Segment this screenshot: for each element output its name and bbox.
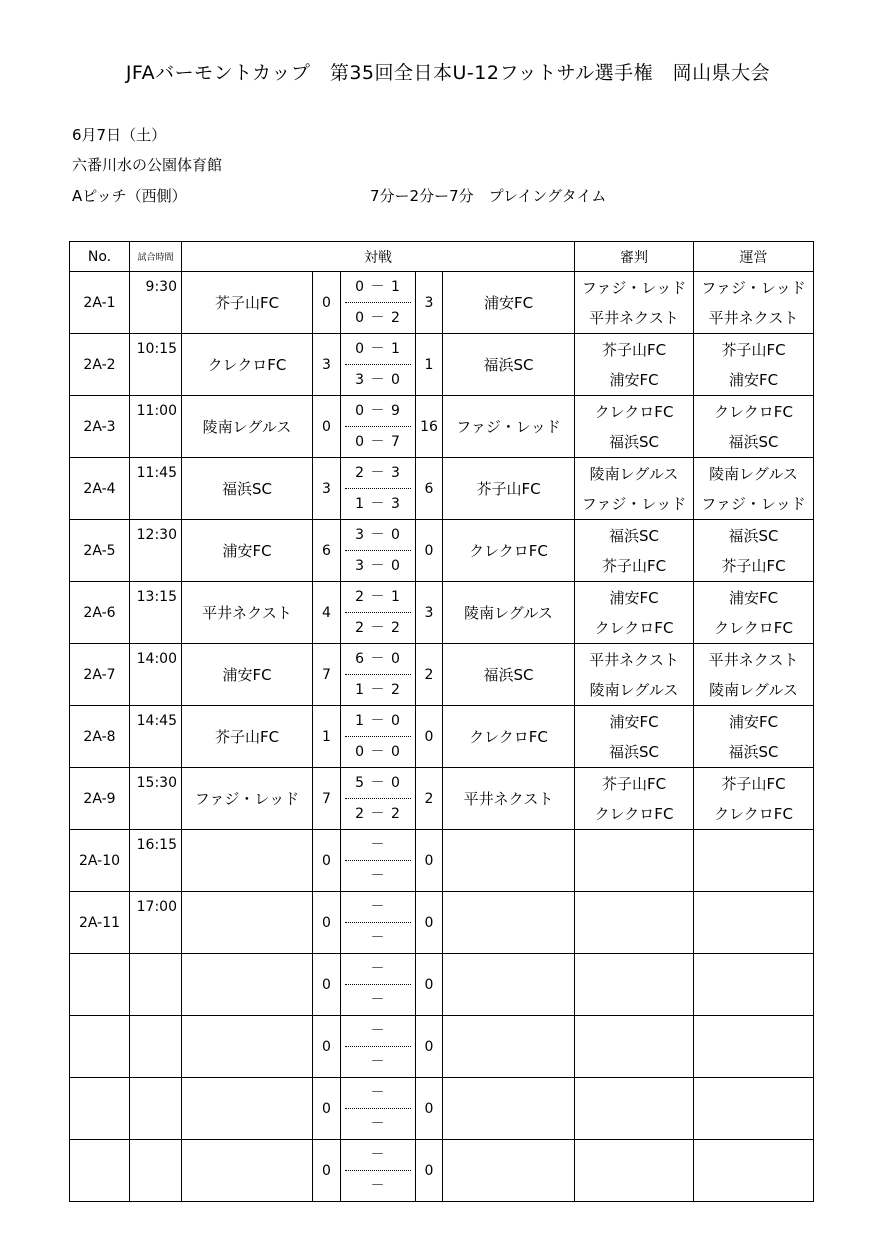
- away-team: 福浜SC: [443, 334, 575, 396]
- match-row: [70, 1016, 814, 1078]
- away-goals: 6: [416, 458, 443, 520]
- referee-cell: [575, 582, 694, 644]
- away-team: 福浜SC: [443, 644, 575, 706]
- playing-time-rule: 7分ー2分ー7分 プレイングタイム: [370, 187, 607, 205]
- match-number: 2A-5: [70, 520, 130, 582]
- first-half-score: －: [345, 1078, 411, 1109]
- away-team: 平井ネクスト: [443, 768, 575, 830]
- half-scores: [341, 582, 416, 644]
- match-row: [70, 706, 814, 768]
- first-half-score: 2 － 3: [345, 458, 411, 489]
- operation-team-1: 芥子山FC: [721, 774, 786, 793]
- operation-cell: [694, 520, 814, 582]
- home-goals: 1: [313, 706, 341, 768]
- referee-team-1: 浦安FC: [609, 712, 659, 731]
- first-half-score: 6 － 0: [345, 644, 411, 675]
- match-number: 2A-7: [70, 644, 130, 706]
- header-referee: 審判: [575, 242, 694, 272]
- first-half-score: 3 － 0: [345, 520, 411, 551]
- second-half-score: 0 － 2: [355, 310, 401, 326]
- match-row: [70, 334, 814, 396]
- half-scores: [341, 396, 416, 458]
- referee-cell: [575, 954, 694, 1016]
- match-number: 2A-11: [70, 892, 130, 954]
- operation-cell: [694, 1140, 814, 1202]
- operation-team-2: 平井ネクスト: [708, 308, 799, 327]
- first-half-score: －: [345, 1016, 411, 1047]
- operation-cell: [694, 1016, 814, 1078]
- half-scores: [341, 768, 416, 830]
- away-goals: 0: [416, 520, 443, 582]
- away-team: [443, 1078, 575, 1140]
- operation-cell: [694, 892, 814, 954]
- referee-team-1: [575, 831, 693, 861]
- referee-team-1: [575, 1017, 693, 1047]
- match-row: [70, 830, 814, 892]
- match-time: [130, 1016, 182, 1078]
- half-scores: [341, 1140, 416, 1202]
- away-team: クレクロFC: [443, 706, 575, 768]
- match-number: [70, 1140, 130, 1202]
- half-scores: [341, 706, 416, 768]
- home-goals: 7: [313, 768, 341, 830]
- match-number: 2A-6: [70, 582, 130, 644]
- home-team: 浦安FC: [182, 520, 313, 582]
- operation-team-1: 浦安FC: [728, 712, 779, 731]
- operation-team-2: [694, 985, 813, 1015]
- referee-team-1: [575, 1141, 693, 1171]
- operation-team-2: 陵南レグルス: [709, 680, 798, 699]
- operation-team-2: クレクロFC: [714, 804, 793, 823]
- operation-cell: [694, 396, 814, 458]
- referee-team-2: クレクロFC: [594, 618, 674, 637]
- half-scores: [341, 458, 416, 520]
- header-no: No.: [70, 242, 130, 272]
- operation-team-2: [694, 1047, 813, 1077]
- home-team: [182, 892, 313, 954]
- match-number: 2A-2: [70, 334, 130, 396]
- referee-cell: [575, 768, 694, 830]
- home-team: [182, 1016, 313, 1078]
- schedule-body: [70, 272, 814, 1202]
- event-venue: 六番川水の公園体育館: [72, 156, 223, 174]
- match-number: [70, 1016, 130, 1078]
- second-half-score: －: [370, 1116, 386, 1132]
- match-row: [70, 272, 814, 334]
- first-half-score: －: [345, 830, 411, 861]
- match-row: [70, 892, 814, 954]
- first-half-score: 5 － 0: [345, 768, 411, 799]
- referee-team-1: クレクロFC: [594, 402, 674, 421]
- referee-cell: [575, 644, 694, 706]
- home-goals: 0: [313, 954, 341, 1016]
- match-row: [70, 768, 814, 830]
- second-half-score: 1 － 2: [355, 682, 401, 698]
- operation-team-2: [694, 861, 813, 891]
- away-team: 陵南レグルス: [443, 582, 575, 644]
- operation-team-2: クレクロFC: [714, 618, 793, 637]
- home-goals: 0: [313, 1016, 341, 1078]
- home-goals: 3: [313, 458, 341, 520]
- referee-team-1: 陵南レグルス: [589, 464, 679, 483]
- referee-team-2: 福浜SC: [609, 432, 660, 451]
- referee-cell: [575, 458, 694, 520]
- match-number: 2A-1: [70, 272, 130, 334]
- half-scores: [341, 272, 416, 334]
- operation-cell: [694, 334, 814, 396]
- home-goals: 6: [313, 520, 341, 582]
- operation-team-2: 芥子山FC: [721, 556, 786, 575]
- away-team: 浦安FC: [443, 272, 575, 334]
- home-goals: 0: [313, 892, 341, 954]
- home-goals: 0: [313, 830, 341, 892]
- operation-team-2: [694, 923, 813, 953]
- match-number: 2A-4: [70, 458, 130, 520]
- match-time: 13:15: [130, 582, 182, 644]
- away-goals: 0: [416, 1078, 443, 1140]
- operation-team-1: ファジ・レッド: [701, 278, 806, 297]
- operation-team-1: 福浜SC: [728, 526, 779, 545]
- referee-cell: [575, 520, 694, 582]
- match-row: [70, 1140, 814, 1202]
- away-goals: 0: [416, 1016, 443, 1078]
- match-time: 16:15: [130, 830, 182, 892]
- home-team: 平井ネクスト: [182, 582, 313, 644]
- operation-team-1: [694, 955, 813, 985]
- operation-team-1: 陵南レグルス: [709, 464, 798, 483]
- operation-team-2: 福浜SC: [728, 432, 779, 451]
- referee-cell: [575, 272, 694, 334]
- home-goals: 0: [313, 396, 341, 458]
- home-team: [182, 954, 313, 1016]
- match-time: 9:30: [130, 272, 182, 334]
- second-half-score: 0 － 7: [355, 434, 401, 450]
- referee-cell: [575, 1016, 694, 1078]
- operation-team-2: 浦安FC: [728, 370, 779, 389]
- away-goals: 0: [416, 954, 443, 1016]
- operation-team-1: 芥子山FC: [721, 340, 786, 359]
- operation-cell: [694, 706, 814, 768]
- first-half-score: 1 － 0: [345, 706, 411, 737]
- away-team: ファジ・レッド: [443, 396, 575, 458]
- second-half-score: －: [370, 868, 386, 884]
- match-row: [70, 396, 814, 458]
- match-time: 11:45: [130, 458, 182, 520]
- half-scores: [341, 1078, 416, 1140]
- away-team: 芥子山FC: [443, 458, 575, 520]
- home-team: [182, 1140, 313, 1202]
- first-half-score: －: [345, 892, 411, 923]
- operation-cell: [694, 582, 814, 644]
- away-goals: 16: [416, 396, 443, 458]
- referee-cell: [575, 396, 694, 458]
- referee-team-1: 芥子山FC: [601, 340, 667, 359]
- match-row: [70, 1078, 814, 1140]
- home-team: 浦安FC: [182, 644, 313, 706]
- match-time: [130, 1140, 182, 1202]
- operation-team-2: ファジ・レッド: [701, 494, 806, 513]
- second-half-score: －: [370, 992, 386, 1008]
- operation-team-2: [694, 1171, 813, 1201]
- match-time: [130, 954, 182, 1016]
- event-date: 6月7日（土）: [72, 126, 167, 144]
- home-team: ファジ・レッド: [182, 768, 313, 830]
- event-pitch: Aピッチ（西側）: [72, 187, 187, 205]
- away-goals: 0: [416, 1140, 443, 1202]
- home-team: 陵南レグルス: [182, 396, 313, 458]
- operation-cell: [694, 954, 814, 1016]
- second-half-score: 2 － 2: [355, 620, 401, 636]
- match-number: 2A-9: [70, 768, 130, 830]
- home-goals: 4: [313, 582, 341, 644]
- second-half-score: 2 － 2: [355, 806, 401, 822]
- first-half-score: 0 － 1: [345, 272, 411, 303]
- away-goals: 2: [416, 768, 443, 830]
- header-row: [70, 242, 814, 272]
- header-match: 対戦: [182, 242, 575, 272]
- half-scores: [341, 892, 416, 954]
- home-goals: 7: [313, 644, 341, 706]
- second-half-score: －: [370, 1054, 386, 1070]
- referee-team-2: 陵南レグルス: [589, 680, 679, 699]
- header-operation: 運営: [694, 242, 814, 272]
- operation-team-2: 福浜SC: [728, 742, 779, 761]
- referee-team-1: 平井ネクスト: [589, 650, 679, 669]
- home-team: クレクロFC: [182, 334, 313, 396]
- operation-team-2: [694, 1109, 813, 1139]
- match-number: [70, 1078, 130, 1140]
- match-number: 2A-3: [70, 396, 130, 458]
- referee-team-2: [575, 923, 693, 953]
- half-scores: [341, 830, 416, 892]
- referee-team-2: [575, 985, 693, 1015]
- first-half-score: －: [345, 1140, 411, 1171]
- away-team: [443, 830, 575, 892]
- match-number: 2A-8: [70, 706, 130, 768]
- home-team: 芥子山FC: [182, 706, 313, 768]
- referee-team-1: 芥子山FC: [601, 774, 667, 793]
- first-half-score: 2 － 1: [345, 582, 411, 613]
- match-time: 10:15: [130, 334, 182, 396]
- referee-team-2: [575, 1109, 693, 1139]
- operation-team-1: [694, 893, 813, 923]
- second-half-score: 1 － 3: [355, 496, 401, 512]
- operation-team-1: [694, 831, 813, 861]
- match-number: [70, 954, 130, 1016]
- referee-team-2: クレクロFC: [594, 804, 674, 823]
- operation-team-1: [694, 1079, 813, 1109]
- home-team: 福浜SC: [182, 458, 313, 520]
- operation-team-1: [694, 1141, 813, 1171]
- away-team: [443, 1016, 575, 1078]
- away-team: クレクロFC: [443, 520, 575, 582]
- referee-team-2: [575, 861, 693, 891]
- home-team: [182, 830, 313, 892]
- half-scores: [341, 520, 416, 582]
- home-goals: 0: [313, 1078, 341, 1140]
- away-goals: 0: [416, 706, 443, 768]
- half-scores: [341, 644, 416, 706]
- home-team: [182, 1078, 313, 1140]
- away-goals: 3: [416, 582, 443, 644]
- first-half-score: 0 － 1: [345, 334, 411, 365]
- home-goals: 3: [313, 334, 341, 396]
- match-time: 11:00: [130, 396, 182, 458]
- referee-cell: [575, 706, 694, 768]
- referee-cell: [575, 892, 694, 954]
- referee-team-2: 浦安FC: [609, 370, 659, 389]
- operation-team-1: クレクロFC: [714, 402, 793, 421]
- home-goals: 0: [313, 1140, 341, 1202]
- operation-cell: [694, 644, 814, 706]
- header-time: 試合時間: [130, 242, 182, 272]
- match-row: [70, 954, 814, 1016]
- second-half-score: －: [370, 1178, 386, 1194]
- operation-team-1: 浦安FC: [728, 588, 779, 607]
- referee-cell: [575, 1078, 694, 1140]
- first-half-score: －: [345, 954, 411, 985]
- home-team: 芥子山FC: [182, 272, 313, 334]
- referee-team-1: 浦安FC: [609, 588, 659, 607]
- referee-team-1: ファジ・レッド: [581, 278, 687, 297]
- referee-team-1: 福浜SC: [609, 526, 660, 545]
- operation-cell: [694, 1078, 814, 1140]
- match-row: [70, 582, 814, 644]
- operation-cell: [694, 768, 814, 830]
- first-half-score: 0 － 9: [345, 396, 411, 427]
- referee-team-1: [575, 955, 693, 985]
- referee-team-1: [575, 893, 693, 923]
- match-row: [70, 644, 814, 706]
- away-goals: 3: [416, 272, 443, 334]
- referee-team-2: [575, 1171, 693, 1201]
- away-goals: 1: [416, 334, 443, 396]
- operation-team-1: 平井ネクスト: [708, 650, 799, 669]
- half-scores: [341, 954, 416, 1016]
- half-scores: [341, 334, 416, 396]
- away-team: [443, 954, 575, 1016]
- second-half-score: 3 － 0: [355, 372, 401, 388]
- half-scores: [341, 1016, 416, 1078]
- match-row: [70, 458, 814, 520]
- away-team: [443, 892, 575, 954]
- referee-team-1: [575, 1079, 693, 1109]
- operation-cell: [694, 830, 814, 892]
- page-title: JFAバーモントカップ 第35回全日本U-12フットサル選手権 岡山県大会: [125, 62, 771, 84]
- away-goals: 0: [416, 830, 443, 892]
- operation-cell: [694, 272, 814, 334]
- second-half-score: 3 － 0: [355, 558, 401, 574]
- match-row: [70, 520, 814, 582]
- second-half-score: －: [370, 930, 386, 946]
- match-time: 14:45: [130, 706, 182, 768]
- home-goals: 0: [313, 272, 341, 334]
- referee-team-2: 芥子山FC: [601, 556, 667, 575]
- operation-team-1: [694, 1017, 813, 1047]
- referee-team-2: 福浜SC: [609, 742, 660, 761]
- match-time: 14:00: [130, 644, 182, 706]
- operation-cell: [694, 458, 814, 520]
- second-half-score: 0 － 0: [355, 744, 401, 760]
- match-time: 17:00: [130, 892, 182, 954]
- match-time: [130, 1078, 182, 1140]
- schedule-table: [69, 241, 814, 1202]
- match-time: 15:30: [130, 768, 182, 830]
- referee-team-2: 平井ネクスト: [589, 308, 679, 327]
- match-time: 12:30: [130, 520, 182, 582]
- away-goals: 0: [416, 892, 443, 954]
- referee-cell: [575, 1140, 694, 1202]
- referee-team-2: [575, 1047, 693, 1077]
- match-number: 2A-10: [70, 830, 130, 892]
- referee-cell: [575, 830, 694, 892]
- away-team: [443, 1140, 575, 1202]
- referee-team-2: ファジ・レッド: [581, 494, 687, 513]
- referee-cell: [575, 334, 694, 396]
- away-goals: 2: [416, 644, 443, 706]
